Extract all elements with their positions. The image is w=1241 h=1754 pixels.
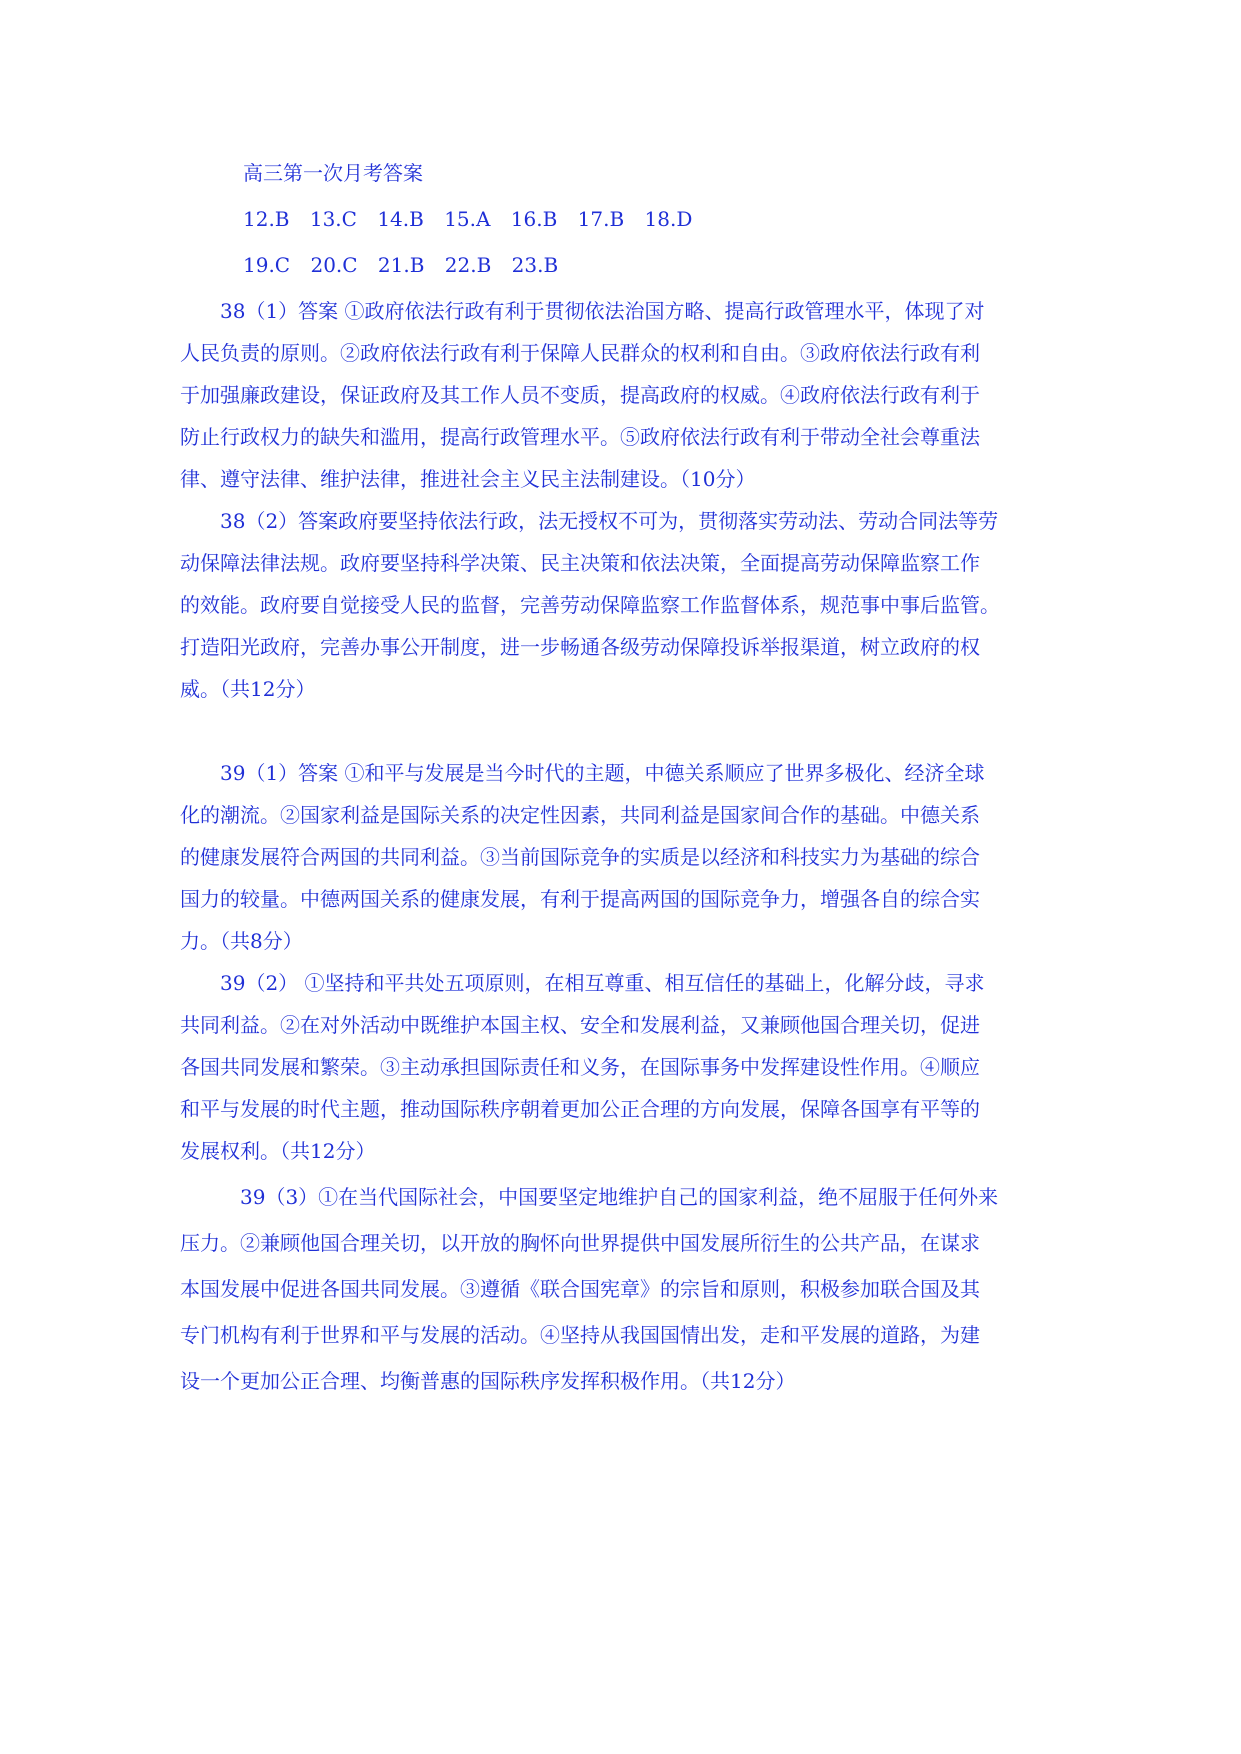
paragraph-line: 设一个更加公正合理、均衡普惠的国际秩序发挥积极作用。（共12分） — [180, 1369, 796, 1393]
paragraph-line: 防止行政权力的缺失和滥用，提高行政管理水平。⑤政府依法行政有利于带动全社会尊重法 — [180, 425, 980, 449]
paragraph-line: 38（1）答案 ①政府依法行政有利于贯彻依法治国方略、提高行政管理水平，体现了对 — [220, 299, 985, 323]
choice-answers-row-2: 19.C 20.C 21.B 22.B 23.B — [243, 253, 559, 277]
paragraph-line: 共同利益。②在对外活动中既维护本国主权、安全和发展利益，又兼顾他国合理关切，促进 — [180, 1013, 980, 1037]
paragraph-line: 压力。②兼顾他国合理关切，以开放的胸怀向世界提供中国发展所衍生的公共产品，在谋求 — [180, 1231, 980, 1255]
paragraph-line: 威。（共12分） — [180, 677, 316, 701]
paragraph-line: 的效能。政府要自觉接受人民的监督，完善劳动保障监察工作监督体系，规范事中事后监管。 — [180, 593, 1000, 617]
paragraph-line: 动保障法律法规。政府要坚持科学决策、民主决策和依法决策，全面提高劳动保障监察工作 — [180, 551, 980, 575]
paragraph-line: 打造阳光政府，完善办事公开制度，进一步畅通各级劳动保障投诉举报渠道，树立政府的权 — [180, 635, 980, 659]
paragraph-line: 律、遵守法律、维护法律，推进社会主义民主法制建设。（10分） — [180, 467, 756, 491]
paragraph-line: 人民负责的原则。②政府依法行政有利于保障人民群众的权利和自由。③政府依法行政有利 — [180, 341, 980, 365]
doc-title: 高三第一次月考答案 — [243, 161, 423, 185]
paragraph-line: 于加强廉政建设，保证政府及其工作人员不变质，提高政府的权威。④政府依法行政有利于 — [180, 383, 980, 407]
paragraph-line: 38（2）答案政府要坚持依法行政，法无授权不可为，贯彻落实劳动法、劳动合同法等劳 — [220, 509, 999, 533]
choice-answers-row-1: 12.B 13.C 14.B 15.A 16.B 17.B 18.D — [243, 207, 693, 231]
paragraph-line: 力。（共8分） — [180, 929, 303, 953]
paragraph-line: 本国发展中促进各国共同发展。③遵循《联合国宪章》的宗旨和原则，积极参加联合国及其 — [180, 1277, 980, 1301]
paragraph-line: 国力的较量。中德两国关系的健康发展，有利于提高两国的国际竞争力，增强各自的综合实 — [180, 887, 980, 911]
paragraph-line: 和平与发展的时代主题，推动国际秩序朝着更加公正合理的方向发展，保障各国享有平等的 — [180, 1097, 980, 1121]
paragraph-line: 化的潮流。②国家利益是国际关系的决定性因素，共同利益是国家间合作的基础。中德关系 — [180, 803, 980, 827]
paragraph-line: 39（1）答案 ①和平与发展是当今时代的主题，中德关系顺应了世界多极化、经济全球 — [220, 761, 985, 785]
paragraph-line: 各国共同发展和繁荣。③主动承担国际责任和义务，在国际事务中发挥建设性作用。④顺应 — [180, 1055, 980, 1079]
paragraph-line: 发展权利。（共12分） — [180, 1139, 376, 1163]
paragraph-line: 39（2） ①坚持和平共处五项原则，在相互尊重、相互信任的基础上，化解分歧，寻求 — [220, 971, 985, 995]
paragraph-line: 39（3）①在当代国际社会，中国要坚定地维护自己的国家利益，绝不屈服于任何外来 — [240, 1185, 999, 1209]
paragraph-line: 专门机构有利于世界和平与发展的活动。④坚持从我国国情出发，走和平发展的道路，为建 — [180, 1323, 980, 1347]
paragraph-line: 的健康发展符合两国的共同利益。③当前国际竞争的实质是以经济和科技实力为基础的综合 — [180, 845, 980, 869]
